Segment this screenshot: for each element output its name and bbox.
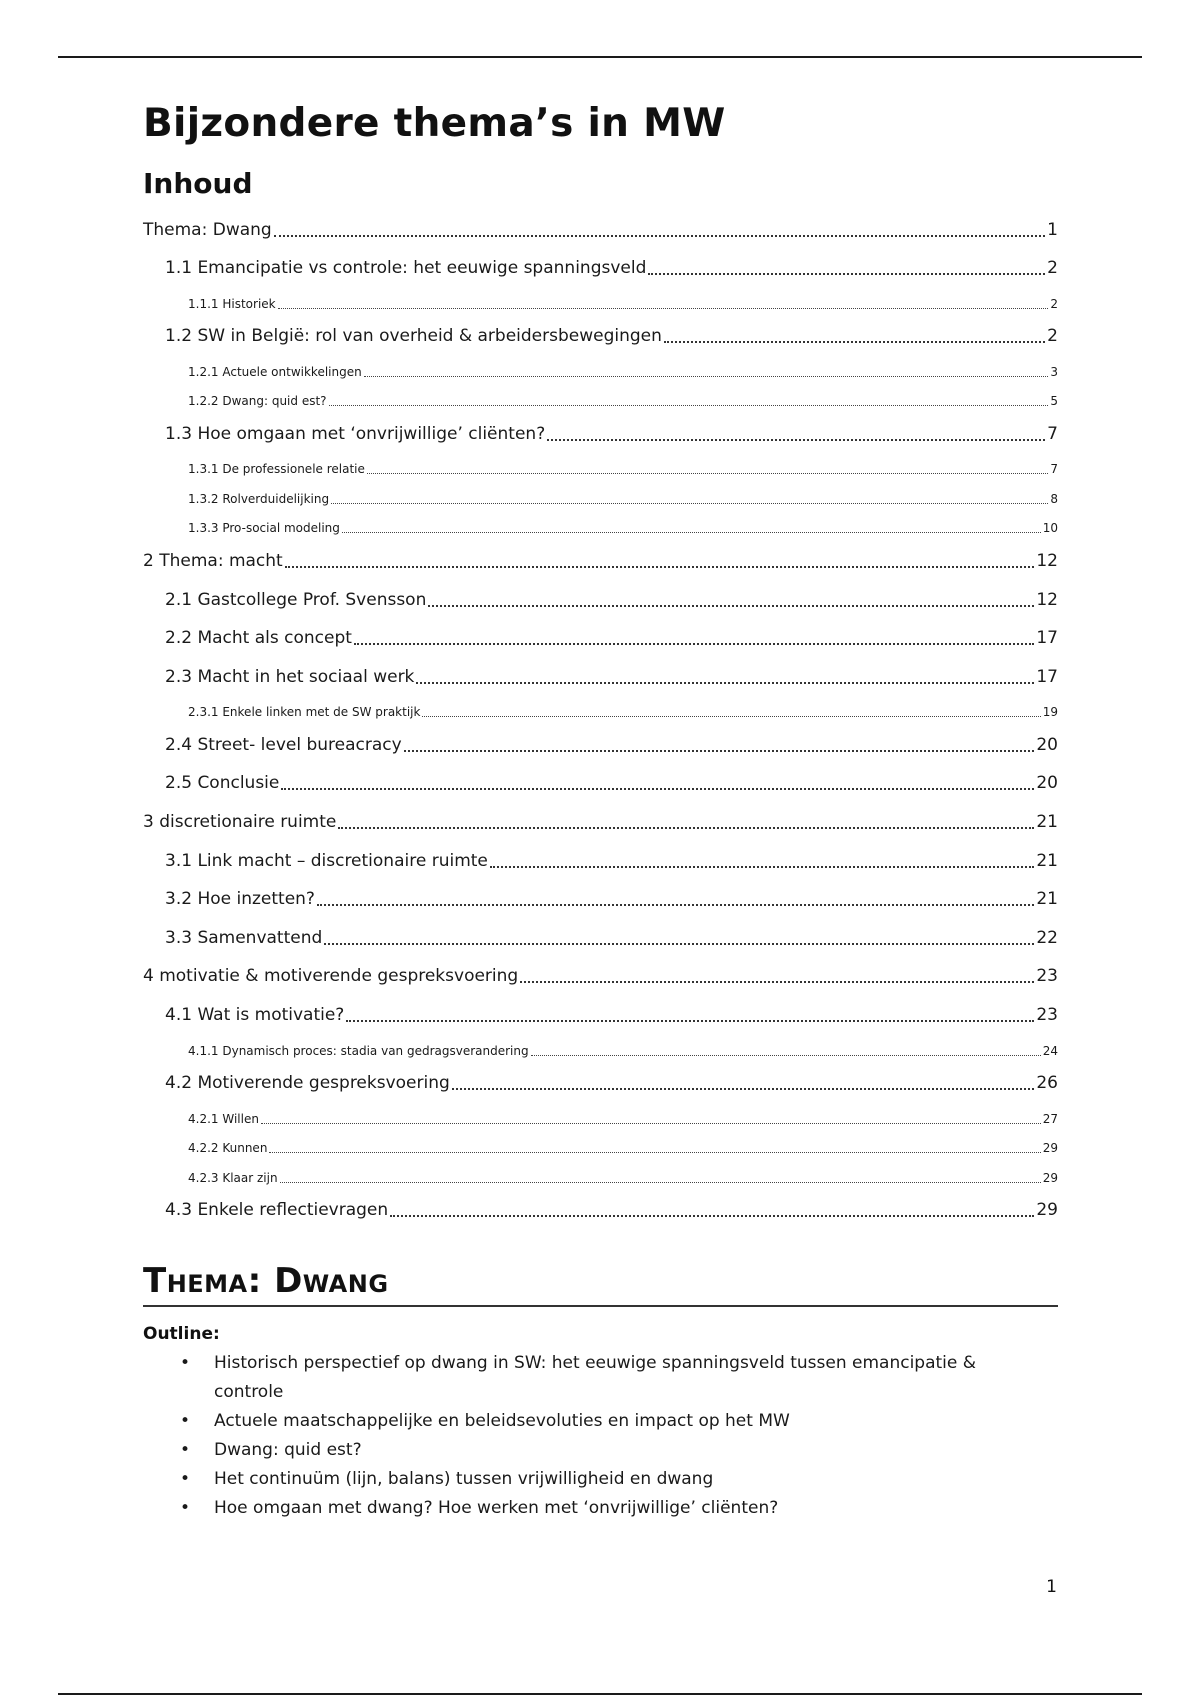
toc-entry[interactable]: [143, 802, 1058, 841]
toc-entry-title: 4.2.1 Willen: [188, 1111, 259, 1126]
toc-dot-leader: [664, 341, 1045, 343]
toc-entry[interactable]: [143, 249, 1058, 288]
toc-entry-title: 3 discretionaire ruimte: [143, 812, 337, 833]
outline-list: [143, 1349, 1058, 1523]
toc-dot-leader: [390, 1215, 1034, 1217]
toc-entry[interactable]: [143, 355, 1058, 385]
toc-entry-page: 19: [1042, 705, 1058, 720]
toc-entry-title: 1.3.3 Pro-social modeling: [188, 521, 340, 536]
toc-dot-leader: [285, 566, 1035, 568]
toc-entry-title: 4.2 Motiverende gespreksvoering: [165, 1073, 450, 1094]
document-page: [143, 96, 1058, 1523]
toc-entry[interactable]: [143, 317, 1058, 356]
toc-entry-page: 21: [1036, 812, 1058, 833]
toc-entry-page: 20: [1036, 734, 1058, 755]
outline-item-text: Historisch perspectief op dwang in SW: het eeuwige spanningsveld tussen emancipatie & controle: [214, 1353, 977, 1403]
toc-entry[interactable]: [143, 414, 1058, 453]
toc-dot-leader: [269, 1152, 1040, 1153]
document-title: Bijzondere thema’s in MW: [143, 101, 726, 146]
toc-entry-page: 23: [1036, 966, 1058, 987]
outline-item-text: Het continuüm (lijn, balans) tussen vrijwilligheid en dwang: [214, 1469, 714, 1490]
toc-dot-leader: [648, 273, 1045, 275]
outline-item: [180, 1494, 1058, 1523]
toc-dot-leader: [490, 866, 1034, 868]
toc-entry[interactable]: [143, 725, 1058, 764]
toc-dot-leader: [367, 473, 1048, 474]
toc-entry-page: 26: [1036, 1073, 1058, 1094]
toc-entry-page: 5: [1050, 394, 1058, 409]
toc-entry-title: 2.5 Conclusie: [165, 773, 280, 794]
toc-entry-title: Thema: Dwang: [143, 219, 272, 240]
footer-rule: [58, 1693, 1142, 1695]
toc-entry[interactable]: [143, 918, 1058, 957]
toc-dot-leader: [280, 1182, 1041, 1183]
toc-entry[interactable]: [143, 995, 1058, 1034]
toc-entry-page: 29: [1036, 1200, 1058, 1221]
toc-entry-page: 2: [1050, 296, 1058, 311]
toc-entry[interactable]: [143, 657, 1058, 696]
toc-entry[interactable]: [143, 764, 1058, 803]
toc-entry-page: 2: [1047, 258, 1058, 279]
toc-entry-title: 4.2.2 Kunnen: [188, 1141, 268, 1156]
toc-entry-title: 1.1.1 Historiek: [188, 296, 276, 311]
toc-entry[interactable]: [143, 880, 1058, 919]
toc-entry-page: 7: [1047, 423, 1058, 444]
toc-entry-title: 4.2.3 Klaar zijn: [188, 1170, 278, 1185]
outline-item-text: Dwang: quid est?: [214, 1440, 362, 1461]
toc-dot-leader: [331, 503, 1048, 504]
toc-dot-leader: [416, 682, 1034, 684]
toc-entry[interactable]: [143, 1191, 1058, 1230]
toc-entry-title: 4.1 Wat is motivatie?: [165, 1005, 345, 1025]
toc-entry[interactable]: [143, 1132, 1058, 1162]
toc-entry-page: 12: [1036, 550, 1058, 571]
toc-dot-leader: [329, 405, 1049, 406]
toc-dot-leader: [281, 788, 1034, 790]
toc-heading: Inhoud: [143, 167, 253, 200]
toc-dot-leader: [547, 439, 1045, 441]
toc-entry-page: 8: [1050, 491, 1058, 506]
toc-entry-page: 24: [1042, 1043, 1058, 1058]
toc-dot-leader: [364, 376, 1049, 377]
bullet-icon: •: [180, 1469, 191, 1490]
toc-entry-page: 23: [1036, 1005, 1058, 1025]
toc-dot-leader: [452, 1088, 1035, 1090]
toc-entry[interactable]: [143, 580, 1058, 619]
toc-dot-leader: [278, 308, 1049, 309]
toc-dot-leader: [520, 981, 1034, 983]
bullet-icon: •: [180, 1498, 191, 1519]
toc-entry-title: 2 Thema: macht: [143, 550, 283, 571]
toc-entry-title: 2.3.1 Enkele linken met de SW praktijk: [188, 705, 421, 720]
toc-entry-page: 7: [1050, 462, 1058, 477]
toc-entry-title: 1.2 SW in België: rol van overheid & arbeidersbewegingen: [165, 326, 662, 347]
toc-entry[interactable]: [143, 482, 1058, 512]
outline-item: [180, 1407, 1058, 1436]
toc-entry-title: 1.1 Emancipatie vs controle: het eeuwige spanningsveld: [165, 258, 647, 279]
toc-dot-leader: [274, 235, 1045, 237]
outline-item: [180, 1436, 1058, 1465]
toc-entry-title: 4.1.1 Dynamisch proces: stadia van gedragsverandering: [188, 1043, 529, 1058]
toc-entry[interactable]: [143, 1034, 1058, 1064]
toc-entry-title: 2.2 Macht als concept: [165, 628, 352, 649]
toc-entry-page: 17: [1036, 666, 1058, 687]
toc-dot-leader: [317, 904, 1034, 906]
toc-entry-page: 1: [1047, 219, 1058, 240]
toc-dot-leader: [404, 750, 1035, 752]
toc-entry-title: 1.3.2 Rolverduidelijking: [188, 491, 330, 506]
toc-entry-title: 1.2.2 Dwang: quid est?: [188, 394, 327, 409]
toc-entry-page: 20: [1036, 773, 1058, 794]
toc-entry-page: 21: [1036, 850, 1058, 871]
toc-dot-leader: [342, 532, 1041, 533]
toc-entry-page: 12: [1036, 589, 1058, 610]
toc-dot-leader: [324, 943, 1034, 945]
toc-entry-page: 29: [1042, 1141, 1058, 1156]
toc-entry-page: 29: [1042, 1170, 1058, 1185]
bullet-icon: •: [180, 1353, 191, 1374]
toc-entry[interactable]: [143, 696, 1058, 726]
toc-entry-title: 1.3.1 De professionele relatie: [188, 462, 365, 477]
toc-entry-title: 4.3 Enkele reflectievragen: [165, 1200, 389, 1221]
toc-dot-leader: [531, 1055, 1041, 1056]
toc-entry[interactable]: [143, 1161, 1058, 1191]
header-rule: [58, 56, 1142, 58]
outline-item-text: Actuele maatschappelijke en beleidsevoluties en impact op het MW: [214, 1411, 790, 1432]
toc-entry-title: 3.3 Samenvattend: [165, 927, 323, 948]
toc-entry[interactable]: [143, 385, 1058, 415]
toc-entry-title: 1.3 Hoe omgaan met ‘onvrijwillige’ cliënten?: [165, 423, 546, 444]
toc-entry-title: 2.1 Gastcollege Prof. Svensson: [165, 589, 427, 610]
toc-entry-page: 17: [1036, 628, 1058, 649]
toc-entry-page: 2: [1047, 326, 1058, 347]
toc-entry[interactable]: [143, 1064, 1058, 1103]
toc-entry[interactable]: [143, 1102, 1058, 1132]
outline-item-text: Hoe omgaan met dwang? Hoe werken met ‘onvrijwillige’ cliënten?: [214, 1498, 779, 1519]
outline-item: [180, 1465, 1058, 1494]
toc-entry-page: 21: [1036, 889, 1058, 910]
toc-entry-page: 3: [1050, 364, 1058, 379]
toc-entry-page: 27: [1042, 1111, 1058, 1126]
outline-item: [180, 1349, 1058, 1407]
toc-entry[interactable]: [143, 287, 1058, 317]
toc-entry-title: 4 motivatie & motiverende gespreksvoering: [143, 966, 519, 987]
toc-entry[interactable]: [143, 957, 1058, 996]
bullet-icon: •: [180, 1411, 191, 1432]
toc-entry[interactable]: [143, 453, 1058, 483]
toc-entry[interactable]: [143, 841, 1058, 880]
table-of-contents: [143, 210, 1058, 1229]
toc-dot-leader: [346, 1020, 1034, 1022]
outline-label: Outline:: [143, 1324, 220, 1345]
toc-entry-title: 2.3 Macht in het sociaal werk: [165, 666, 415, 687]
toc-entry[interactable]: [143, 512, 1058, 542]
toc-entry-title: 1.2.1 Actuele ontwikkelingen: [188, 364, 362, 379]
toc-dot-leader: [354, 643, 1034, 645]
toc-entry-title: 2.4 Street- level bureacracy: [165, 734, 402, 755]
toc-entry[interactable]: [143, 210, 1058, 249]
toc-dot-leader: [338, 827, 1034, 829]
toc-entry-page: 22: [1036, 927, 1058, 948]
bullet-icon: •: [180, 1440, 191, 1461]
section-heading: Thema: Dwang: [143, 1259, 1058, 1307]
toc-dot-leader: [428, 605, 1034, 607]
toc-dot-leader: [422, 716, 1040, 717]
toc-entry-title: 3.2 Hoe inzetten?: [165, 889, 315, 910]
toc-entry-title: 3.1 Link macht – discretionaire ruimte: [165, 850, 488, 871]
page-number: 1: [1046, 1577, 1057, 1597]
toc-entry-page: 10: [1042, 521, 1058, 536]
toc-dot-leader: [261, 1123, 1041, 1124]
toc-entry[interactable]: [143, 541, 1058, 580]
toc-entry[interactable]: [143, 619, 1058, 658]
